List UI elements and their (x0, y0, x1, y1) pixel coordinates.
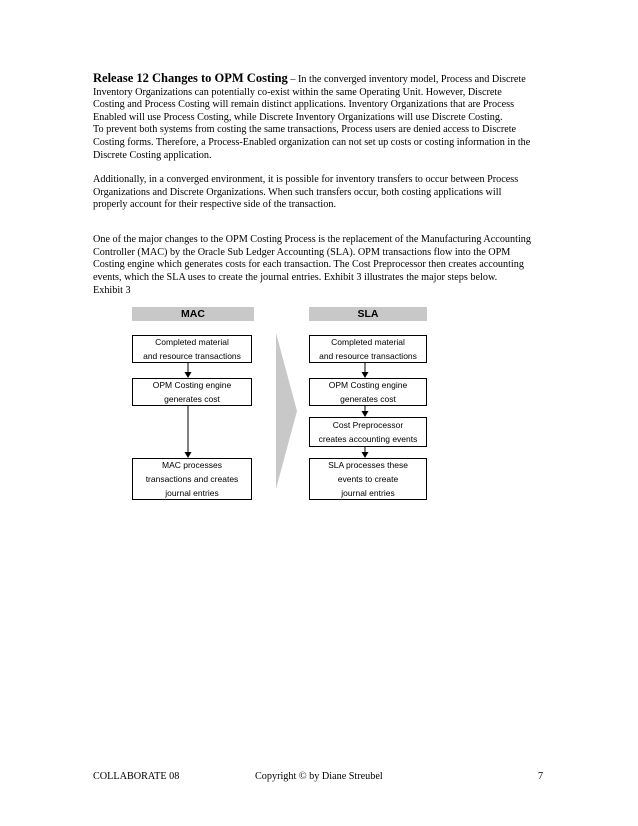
paragraph-line: To prevent both systems from costing the same transactions, Process users are denied access to Discrete (93, 124, 517, 136)
box-label: generates cost (164, 394, 220, 404)
paragraph-line: Organizations and Discrete Organizations. When such transfers occur, both costing applications will (93, 186, 502, 198)
paragraph-line: Controller (MAC) by the Oracle Sub Ledger Accounting (SLA). OPM transactions flow into the OPM (93, 246, 511, 258)
paragraph-line: Costing engine which generates costs for each transaction. The Cost Preprocessor then creates accounting (93, 259, 524, 271)
mac-box-processes-journal-entries (132, 458, 252, 500)
paragraph-line: – In the converged inventory model, Process and Discrete (287, 74, 526, 85)
section-heading: Release 12 Changes to OPM Costing (93, 71, 288, 85)
paragraph-line: Additionally, in a converged environment, it is possible for inventory transfers to occur between Process (93, 174, 519, 185)
box-label: journal entries (165, 488, 219, 498)
footer-copyright: Copyright © by Diane Streubel (255, 771, 383, 782)
sla-box-cost-preprocessor (309, 417, 427, 447)
box-label: transactions and creates (145, 474, 239, 484)
exhibit-label: Exhibit 3 (93, 285, 131, 296)
footer-page-number: 7 (538, 771, 544, 782)
box-label: Completed material (331, 337, 405, 347)
paragraph-line: Inventory Organizations can potentially co-exist within the same Operating Unit. However, Discrete (93, 86, 502, 98)
sla-column-header: SLA (309, 307, 427, 321)
box-label: events to create (337, 474, 399, 484)
box-label: and resource transactions (143, 351, 241, 361)
paragraph-line: Costing and Process Costing will remain distinct applications. Inventory Organizations that are Process (93, 99, 515, 111)
box-label: journal entries (341, 488, 395, 498)
box-label: SLA processes these (328, 460, 408, 470)
paragraph-line: Discrete Costing application. (93, 149, 212, 161)
box-label: Cost Preprocessor (332, 420, 404, 430)
footer-conference: COLLABORATE 08 (93, 771, 180, 782)
box-label: MAC processes (162, 460, 222, 470)
sla-box-costing-engine (309, 378, 427, 406)
paragraph-line: events, which the SLA uses to create the journal entries. Exhibit 3 illustrates the major steps below. (93, 271, 498, 283)
box-label: and resource transactions (319, 351, 417, 361)
sla-box-processes-journal-entries (309, 458, 427, 500)
mac-column-header: MAC (132, 307, 254, 321)
sla-box-completed-transactions (309, 335, 427, 363)
paragraph-line: One of the major changes to the OPM Costing Process is the replacement of the Manufacturing Accounting (93, 234, 531, 245)
transition-chevron (276, 333, 297, 489)
box-label: OPM Costing engine (152, 380, 232, 390)
box-label: creates accounting events (318, 434, 418, 444)
mac-box-completed-transactions (132, 335, 252, 363)
mac-box-costing-engine (132, 378, 252, 406)
paragraph-line: Enabled will use Process Costing, while Discrete Inventory Organizations will use Discrete Costing. (93, 111, 503, 123)
paragraph-line: Costing forms. Therefore, a Process-Enabled organization can not set up costs or costing information in the (93, 136, 531, 148)
box-label: Completed material (155, 337, 229, 347)
paragraph-line: properly account for their respective side of the transaction. (93, 199, 336, 211)
box-label: generates cost (340, 394, 396, 404)
box-label: OPM Costing engine (328, 380, 408, 390)
